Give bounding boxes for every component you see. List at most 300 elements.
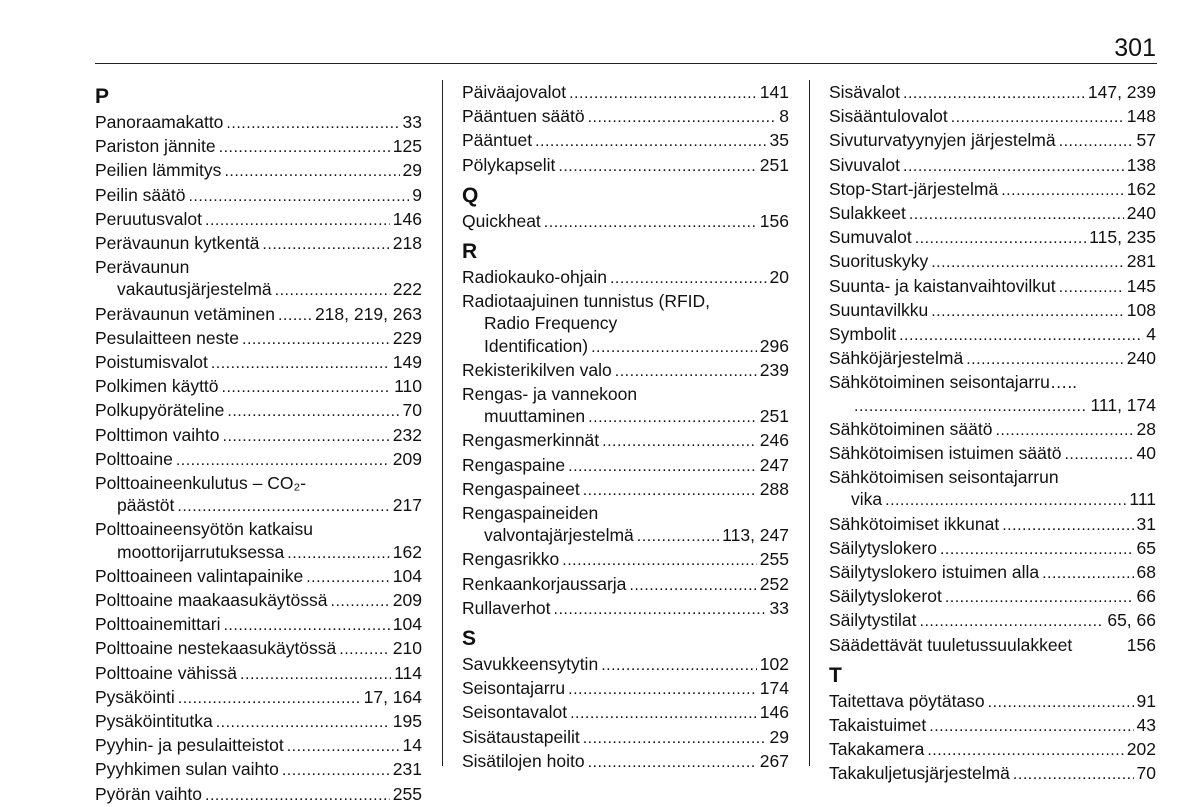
index-column-2 bbox=[462, 81, 789, 774]
entry-row bbox=[95, 710, 422, 734]
entry-text: Sisätaustapeilit bbox=[462, 726, 580, 747]
page-reference: 217 bbox=[392, 495, 422, 516]
index-entry bbox=[95, 662, 422, 686]
index-entry bbox=[95, 589, 422, 613]
entry-text: Polttimon vaihto bbox=[95, 424, 220, 445]
entry-text: Polttoaine nestekaasukäytössä bbox=[95, 638, 337, 659]
entry-row bbox=[95, 278, 422, 302]
dot-leader bbox=[240, 664, 391, 686]
entry-row bbox=[829, 323, 1156, 347]
dot-leader bbox=[909, 204, 1124, 226]
dot-leader bbox=[568, 456, 757, 478]
entry-text: Takaistuimet bbox=[829, 715, 927, 736]
entry-row bbox=[95, 637, 422, 661]
entry-row bbox=[829, 154, 1156, 178]
entry-text: Säilytyslokerot bbox=[829, 586, 942, 607]
entry-row bbox=[829, 762, 1156, 786]
index-entry bbox=[95, 783, 422, 807]
entry-row bbox=[95, 494, 422, 518]
page-reference: 229 bbox=[392, 327, 422, 348]
page-reference: 28 bbox=[1136, 418, 1156, 439]
entry-row bbox=[829, 442, 1156, 466]
dot-leader bbox=[306, 567, 390, 589]
entry-row bbox=[95, 448, 422, 472]
entry-text: Radio Frequency bbox=[484, 313, 618, 334]
index-entry bbox=[829, 634, 1156, 658]
page-reference: 125 bbox=[392, 136, 422, 157]
dot-leader bbox=[535, 131, 766, 153]
index-entry bbox=[95, 758, 422, 782]
page-reference: 20 bbox=[769, 267, 789, 288]
page-reference: 29 bbox=[402, 160, 422, 181]
entry-text: muuttaminen bbox=[484, 406, 586, 427]
entry-row bbox=[462, 454, 789, 478]
entry-text: Sisääntulovalot bbox=[829, 106, 948, 127]
entry-row bbox=[829, 738, 1156, 762]
entry-row bbox=[829, 513, 1156, 537]
page-reference: 115, 235 bbox=[1089, 227, 1156, 248]
dot-leader bbox=[339, 639, 390, 661]
index-entry bbox=[829, 442, 1156, 466]
entry-text: moottorijarrutuksessa bbox=[117, 541, 285, 562]
page-reference: 209 bbox=[392, 590, 422, 611]
dot-leader bbox=[929, 716, 1133, 738]
section-letter: P bbox=[95, 85, 110, 108]
page-reference: 141 bbox=[759, 82, 789, 102]
entry-row bbox=[95, 303, 422, 327]
entry-text: Polttoaine bbox=[95, 448, 173, 469]
dot-leader bbox=[1001, 180, 1124, 202]
entry-row bbox=[95, 613, 422, 637]
page-reference: 267 bbox=[759, 750, 789, 771]
index-entry bbox=[829, 585, 1156, 609]
index-entry bbox=[95, 327, 422, 351]
section-letter: Q bbox=[462, 183, 479, 207]
page-reference: 31 bbox=[1136, 513, 1156, 534]
dot-leader bbox=[554, 599, 767, 621]
page-reference: 281 bbox=[1126, 251, 1156, 272]
entry-text: Renkaankorjaussarja bbox=[462, 573, 627, 594]
dot-leader bbox=[995, 420, 1133, 442]
dot-leader bbox=[176, 450, 390, 472]
dot-leader bbox=[615, 361, 757, 383]
column-divider bbox=[442, 80, 443, 766]
page-reference: 146 bbox=[392, 208, 422, 229]
entry-row bbox=[95, 589, 422, 613]
dot-leader bbox=[854, 396, 1087, 418]
page-reference: 65 bbox=[1136, 537, 1156, 558]
index-entry bbox=[462, 154, 789, 178]
page-reference: 156 bbox=[1126, 634, 1156, 655]
entry-text: Sivuturvatyynyjen järjestelmä bbox=[829, 130, 1056, 151]
entry-text: Pyyhkimen sulan vaihto bbox=[95, 759, 279, 780]
entry-text: Taitettava pöytätaso bbox=[829, 690, 985, 711]
dot-leader bbox=[601, 655, 757, 677]
dot-leader bbox=[966, 349, 1124, 371]
dot-leader bbox=[205, 210, 390, 232]
page-reference: 218 bbox=[392, 233, 422, 254]
page-reference: 33 bbox=[402, 112, 422, 132]
entry-text: Takakamera bbox=[829, 739, 925, 760]
dot-leader bbox=[610, 268, 767, 290]
page-number: 301 bbox=[1114, 34, 1156, 62]
entry-text: Polttoaine maakaasukäytössä bbox=[95, 590, 328, 611]
entry-row bbox=[462, 154, 789, 178]
page-reference: 66 bbox=[1136, 586, 1156, 607]
entry-row bbox=[462, 701, 789, 725]
entry-text: päästöt bbox=[117, 495, 175, 516]
index-entry bbox=[462, 359, 789, 383]
entry-text: Polkimen käyttö bbox=[95, 376, 219, 397]
entry-text: Sisävalot bbox=[829, 82, 901, 102]
index-entry bbox=[95, 159, 422, 183]
entry-row bbox=[462, 359, 789, 383]
entry-row bbox=[829, 105, 1156, 129]
entry-row bbox=[462, 597, 789, 621]
entry-row bbox=[462, 81, 789, 105]
dot-leader bbox=[178, 688, 361, 710]
dot-leader bbox=[562, 550, 757, 572]
index-entry bbox=[462, 726, 789, 750]
index-entry bbox=[95, 303, 422, 327]
index-entry bbox=[462, 383, 789, 429]
entry-text: Panoraamakatto bbox=[95, 112, 224, 132]
entry-row bbox=[829, 202, 1156, 226]
page-reference: 110 bbox=[394, 376, 422, 397]
index-entry bbox=[95, 710, 422, 734]
dot-leader bbox=[219, 137, 390, 159]
section-letter: R bbox=[462, 240, 478, 264]
dot-leader bbox=[558, 156, 756, 178]
dot-leader bbox=[637, 526, 719, 548]
page-reference: 231 bbox=[392, 759, 422, 780]
entry-text: Savukkeensytytin bbox=[462, 654, 599, 675]
entry-text: Säilytyslokero bbox=[829, 537, 937, 558]
dot-leader bbox=[591, 337, 757, 359]
dot-leader bbox=[262, 234, 389, 256]
entry-text: Sähköjärjestelmä bbox=[829, 348, 964, 369]
index-entry bbox=[462, 429, 789, 453]
entry-text: Identification) bbox=[484, 335, 589, 356]
index-entry bbox=[462, 597, 789, 621]
page-reference: 240 bbox=[1126, 348, 1156, 369]
dot-leader bbox=[1064, 444, 1133, 466]
entry-row bbox=[95, 541, 422, 565]
page-reference: 29 bbox=[769, 726, 789, 747]
index-section bbox=[95, 83, 422, 807]
entry-text: Polttoaineen valintapainike bbox=[95, 565, 304, 586]
entry-row bbox=[829, 634, 1156, 658]
index-entry bbox=[95, 424, 422, 448]
dot-leader bbox=[1013, 764, 1134, 786]
entry-text: Rengas- ja vannekoon bbox=[462, 384, 638, 405]
index-entry bbox=[829, 690, 1156, 714]
entry-row bbox=[829, 609, 1156, 633]
entry-row bbox=[829, 275, 1156, 299]
page-reference: 239 bbox=[759, 359, 789, 380]
index-entry bbox=[462, 653, 789, 677]
page-reference: 149 bbox=[392, 352, 422, 373]
page-reference: 240 bbox=[1126, 203, 1156, 224]
entry-row bbox=[829, 347, 1156, 371]
entry-text: Pölykapselit bbox=[462, 154, 556, 175]
index-entry bbox=[829, 714, 1156, 738]
page-reference: 91 bbox=[1136, 690, 1156, 711]
entry-text: Perävaunun kytkentä bbox=[95, 233, 260, 254]
entry-row bbox=[829, 81, 1156, 105]
index-entry bbox=[829, 418, 1156, 442]
index-entry bbox=[95, 686, 422, 710]
index-section bbox=[462, 625, 789, 774]
dot-leader bbox=[211, 353, 390, 375]
index-entry bbox=[829, 347, 1156, 371]
index-entry bbox=[462, 573, 789, 597]
page-reference: 111, 174 bbox=[1090, 394, 1156, 415]
entry-row bbox=[95, 565, 422, 589]
dot-leader bbox=[885, 490, 1126, 512]
dot-leader bbox=[188, 186, 409, 208]
entry-text: Rullaverhot bbox=[462, 597, 551, 618]
page-reference: 246 bbox=[759, 430, 789, 451]
index-entry bbox=[95, 399, 422, 423]
entry-row bbox=[95, 159, 422, 183]
index-entry bbox=[462, 454, 789, 478]
entry-text: Polttoainemittari bbox=[95, 614, 221, 635]
dot-leader bbox=[223, 426, 390, 448]
dot-leader bbox=[224, 161, 399, 183]
index-entry bbox=[829, 250, 1156, 274]
page-reference: 65, 66 bbox=[1107, 610, 1156, 631]
index-entry bbox=[95, 232, 422, 256]
index-section bbox=[462, 81, 789, 178]
index-entry bbox=[95, 613, 422, 637]
dot-leader bbox=[331, 591, 390, 613]
entry-row bbox=[462, 129, 789, 153]
page-reference: 40 bbox=[1136, 443, 1156, 464]
page-reference: 202 bbox=[1126, 739, 1156, 760]
page-reference: 247 bbox=[759, 454, 789, 475]
entry-text: Päiväajovalot bbox=[462, 82, 567, 102]
dot-leader bbox=[275, 280, 390, 302]
page-reference: 104 bbox=[392, 614, 422, 635]
dot-leader bbox=[226, 113, 399, 135]
entry-text: Pääntuen säätö bbox=[462, 106, 585, 127]
entry-text: Pesulaitteen neste bbox=[95, 327, 239, 348]
entry-text: Sähkötoiminen seisontajarru….. bbox=[829, 372, 1078, 393]
dot-leader bbox=[242, 329, 390, 351]
index-entry bbox=[462, 290, 789, 359]
page-reference: 14 bbox=[402, 735, 422, 756]
dot-leader bbox=[602, 431, 757, 453]
entry-row bbox=[462, 726, 789, 750]
dot-leader bbox=[629, 575, 756, 597]
index-entry bbox=[829, 299, 1156, 323]
entry-text: Säilytyslokero istuimen alla bbox=[829, 562, 1040, 583]
entry-text: Pääntuet bbox=[462, 130, 533, 151]
entry-text: Takakuljetusjärjestelmä bbox=[829, 763, 1010, 784]
dot-leader bbox=[940, 539, 1134, 561]
index-entry bbox=[829, 105, 1156, 129]
entry-text: Sähkötoimisen seisontajarrun bbox=[829, 467, 1059, 488]
entry-text: vakautusjärjestelmä bbox=[117, 279, 272, 300]
dot-leader bbox=[583, 728, 767, 750]
page-reference: 111 bbox=[1129, 489, 1156, 510]
entry-row bbox=[829, 178, 1156, 202]
index-entry bbox=[95, 472, 422, 518]
dot-leader bbox=[1042, 563, 1133, 585]
page-reference: 138 bbox=[1126, 154, 1156, 175]
page-reference: 43 bbox=[1136, 715, 1156, 736]
dot-leader bbox=[588, 407, 757, 429]
index-entry bbox=[95, 565, 422, 589]
page-reference: 296 bbox=[759, 335, 789, 356]
entry-text: Seisontajarru bbox=[462, 678, 566, 699]
index-entry bbox=[95, 637, 422, 661]
page-reference: 251 bbox=[759, 406, 789, 427]
entry-row bbox=[829, 250, 1156, 274]
dot-leader bbox=[222, 377, 392, 399]
page-reference: 35 bbox=[769, 130, 789, 151]
entry-row bbox=[462, 405, 789, 429]
entry-text: Polttoaine vähissä bbox=[95, 662, 238, 683]
index-entry bbox=[462, 701, 789, 725]
index-entry bbox=[829, 178, 1156, 202]
index-column-1 bbox=[95, 81, 422, 807]
page-reference: 9 bbox=[412, 184, 422, 205]
dot-leader bbox=[951, 107, 1124, 129]
page-reference: 251 bbox=[759, 154, 789, 175]
header-rule bbox=[95, 63, 1157, 64]
page-reference: 156 bbox=[759, 210, 789, 231]
index-entry bbox=[95, 375, 422, 399]
index-column-3 bbox=[829, 81, 1156, 787]
index-entry bbox=[829, 81, 1156, 105]
page-reference: 33 bbox=[769, 597, 789, 618]
index-entry bbox=[829, 129, 1156, 153]
entry-row bbox=[829, 226, 1156, 250]
page-reference: 114 bbox=[394, 662, 422, 683]
entry-row bbox=[829, 714, 1156, 738]
dot-leader bbox=[945, 587, 1134, 609]
entry-text: Radiotaajuinen tunnistus (RFID, bbox=[462, 291, 711, 312]
entry-text: Sähkötoiminen säätö bbox=[829, 418, 993, 439]
entry-row bbox=[95, 783, 422, 807]
dot-leader bbox=[915, 228, 1086, 250]
index-section bbox=[462, 182, 789, 234]
page-reference: 232 bbox=[392, 424, 422, 445]
dot-leader bbox=[988, 692, 1134, 714]
index-entry bbox=[462, 266, 789, 290]
index-entry bbox=[95, 184, 422, 208]
page-reference: 288 bbox=[759, 478, 789, 499]
entry-row bbox=[95, 662, 422, 686]
index-section bbox=[829, 81, 1156, 658]
entry-text: Polkupyöräteline bbox=[95, 400, 225, 421]
entry-row bbox=[829, 299, 1156, 323]
page-reference: 68 bbox=[1136, 562, 1156, 583]
page-reference: 218, 219, 263 bbox=[314, 303, 422, 324]
page-reference: 222 bbox=[392, 279, 422, 300]
column-divider bbox=[809, 80, 810, 766]
entry-text: Sähkötoimisen istuimen säätö bbox=[829, 443, 1062, 464]
index-entry bbox=[462, 548, 789, 572]
page-reference: 70 bbox=[402, 400, 422, 421]
entry-row bbox=[95, 686, 422, 710]
entry-text: Suorituskyky bbox=[829, 251, 929, 272]
entry-row bbox=[95, 208, 422, 232]
dot-leader bbox=[278, 305, 312, 327]
dot-leader bbox=[588, 752, 757, 774]
entry-row bbox=[462, 524, 789, 548]
page-reference: 162 bbox=[1126, 178, 1156, 199]
entry-row bbox=[829, 585, 1156, 609]
entry-text: Pysäköintitutka bbox=[95, 711, 213, 732]
entry-text: Pariston jännite bbox=[95, 136, 216, 157]
index-entry bbox=[829, 609, 1156, 633]
page-reference: 210 bbox=[392, 638, 422, 659]
index-entry bbox=[829, 202, 1156, 226]
entry-text: Symbolit bbox=[829, 324, 897, 345]
entry-text: Perävaunun vetäminen bbox=[95, 303, 275, 324]
entry-text: Sulakkeet bbox=[829, 203, 906, 224]
entry-text: Peruutusvalot bbox=[95, 208, 203, 229]
entry-text: Rengaspaineiden bbox=[462, 503, 599, 524]
dot-leader bbox=[1002, 515, 1133, 537]
entry-text: Suunta- ja kaistanvaihtovilkut bbox=[829, 275, 1056, 296]
dot-leader bbox=[223, 615, 389, 637]
entry-text: Peilien lämmitys bbox=[95, 160, 222, 181]
dot-leader bbox=[205, 785, 390, 807]
entry-text: Rengaspaineet bbox=[462, 478, 580, 499]
index-entry bbox=[95, 448, 422, 472]
page-reference: 102 bbox=[759, 654, 789, 675]
page-reference: 8 bbox=[779, 106, 789, 127]
index-entry bbox=[462, 502, 789, 548]
index-entry bbox=[462, 210, 789, 234]
dot-leader bbox=[903, 83, 1085, 105]
index-entry bbox=[462, 105, 789, 129]
index-entry bbox=[462, 677, 789, 701]
page-reference: 4 bbox=[1146, 324, 1156, 345]
index-entry bbox=[95, 111, 422, 135]
page-reference: 162 bbox=[392, 541, 422, 562]
index-entry bbox=[829, 537, 1156, 561]
entry-row bbox=[462, 210, 789, 234]
entry-text: Stop-Start-järjestelmä bbox=[829, 178, 999, 199]
entry-row bbox=[95, 399, 422, 423]
dot-leader bbox=[216, 712, 390, 734]
entry-text: Pysäköinti bbox=[95, 686, 175, 707]
page-reference: 57 bbox=[1136, 130, 1156, 151]
index-entry bbox=[829, 762, 1156, 786]
index-entry bbox=[95, 135, 422, 159]
section-letter: S bbox=[462, 627, 477, 651]
entry-row bbox=[829, 690, 1156, 714]
entry-text: Polttoaineenkulutus – CO₂- bbox=[95, 473, 307, 494]
index-entry bbox=[829, 371, 1156, 417]
dot-leader bbox=[227, 401, 399, 423]
entry-row bbox=[462, 429, 789, 453]
entry-row bbox=[462, 750, 789, 774]
entry-text: Rengaspaine bbox=[462, 454, 566, 475]
entry-row bbox=[95, 184, 422, 208]
index-entry bbox=[829, 738, 1156, 762]
dot-leader bbox=[1059, 277, 1124, 299]
entry-row bbox=[462, 105, 789, 129]
entry-row bbox=[95, 758, 422, 782]
entry-text: Sähkötoimiset ikkunat bbox=[829, 513, 1000, 534]
index-entry bbox=[95, 351, 422, 375]
